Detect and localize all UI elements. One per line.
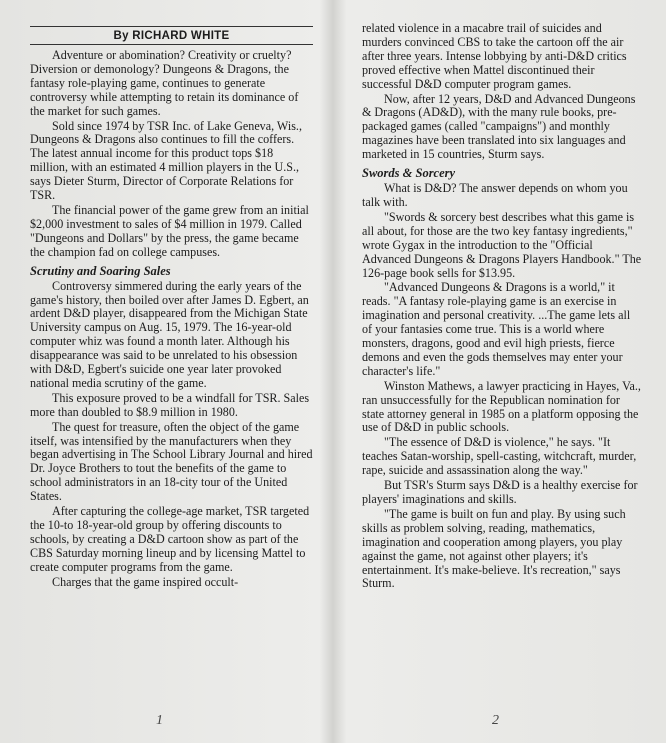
intro-paragraph: Adventure or abomination? Creativity or cruelty? Diversion or demonology? Dungeons & Dragons, the fantasy role-playing game, continues to generate controversy while attempting to retain its dominance of the market for such games. (30, 48, 299, 118)
body-paragraph: Now, after 12 years, D&D and Advanced Dungeons & Dragons (AD&D), with the many rule books, pre-packaged games (called "campaigns") and monthly magazines have been translated into six languages and marketed in 15 countries, Sturm says. (362, 91, 636, 162)
byline: By RICHARD WHITE (113, 30, 230, 42)
body-paragraph: Winston Mathews, a lawyer practicing in Hayes, Va., ran unsuccessfully for the Republican nomination for state attorney general in 1985 on a platform opposing the use of D&D in public schools. (362, 378, 641, 435)
body-paragraph: After capturing the college-age market, TSR targeted the 10-to 18-year-old group by offering discounts to schools, by creating a D&D cartoon show as part of the CBS Saturday morning lineup and by licensing Mattel to create computer programs from the game. (30, 504, 310, 574)
right-column (362, 22, 642, 591)
body-paragraph: "Advanced Dungeons & Dragons is a world," it reads. "A fantasy role-playing game is an exercise in imagination and personal creativity. ...The game lets all of your fantasies come true. This is a world where monsters, dragons, good and evil high priests, fierce demons and even the gods themselves may enter your character's life." (362, 280, 631, 378)
page-number: 1 (156, 713, 163, 728)
body-paragraph: The quest for treasure, often the object of the game itself, was intensified by the manufacturers when they began advertising in The School Library Journal and hired Dr. Joyce Brothers to tout the benefits of the game to school administrators in an 18-city tour of the United States. (30, 419, 313, 504)
section-heading: Scrutiny and Soaring Sales (30, 263, 171, 278)
body-paragraph: This exposure proved to be a windfall for TSR. Sales more than doubled to $8.9 million in 1980. (30, 390, 310, 419)
body-paragraph: "Swords & sorcery best describes what this game is all about, for those are the two key fantasy ingredients," wrote Gygax in the introduction to the "Official Advanced Dungeons & Dragons Players Handbook." The 126-page book sells for $13.95. (362, 209, 642, 280)
section-heading: Swords & Sorcery (362, 166, 456, 181)
body-paragraph: Charges that the game inspired occult- (52, 574, 239, 589)
continued-paragraph: related violence in a macabre trail of suicides and murders convinced CBS to take the cartoon off the air after three years. Intense lobbying by anti-D&D critics proved effective when Mattel discontinued their successful D&D computer program games. (362, 21, 627, 91)
page-number: 2 (492, 713, 499, 728)
intro-paragraph: The financial power of the game grew from an initial $2,000 investment to sales of $4 million in 1979. Called "Dungeons and Dollars" by the press, the game became the champion fad on college campuses. (30, 202, 309, 259)
body-paragraph: Controversy simmered during the early years of the game's history, then boiled over after James D. Egbert, an ardent D&D player, disappeared from the Michigan State University campus on Aug. 15, 1979. The 16-year-old computer whiz was found a month later. Although his disappearance was said to be unrelated to his obsession with D&D, Egbert's suicide one year later provoked national media scrutiny of the game. (30, 278, 309, 390)
body-paragraph: "The game is built on fun and play. By using such skills as problem solving, reading, mathematics, imagination and cooperation among players, you play against the game, not against other players; it's entertainment. It's make-believe. It's recreation," says Sturm. (362, 506, 626, 591)
body-paragraph: But TSR's Sturm says D&D is a healthy exercise for players' imaginations and skills. (362, 478, 638, 506)
body-paragraph: What is D&D? The answer depends on whom you talk with. (362, 181, 628, 209)
body-paragraph: "The essence of D&D is violence," he says. "It teaches Satan-worship, spell-casting, witchcraft, murder, rape, suicide and assassination along the way." (362, 435, 637, 478)
left-column (30, 26, 313, 590)
intro-paragraph: Sold since 1974 by TSR Inc. of Lake Geneva, Wis., Dungeons & Dragons also continues to fill the coffers. The latest annual income for this product tops $18 million, with an estimated 4 million players in the U.S., says Dieter Sturm, Director of Corporate Relations for TSR. (30, 118, 302, 203)
top-rule (30, 26, 313, 27)
byline-rule (30, 44, 313, 45)
